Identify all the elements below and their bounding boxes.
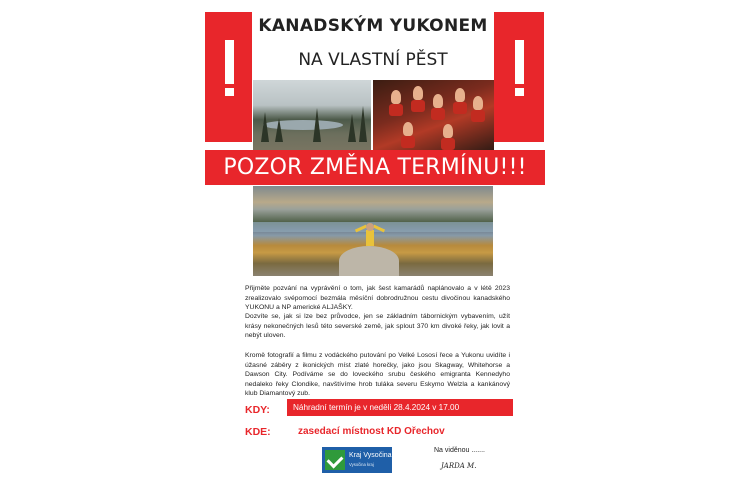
yukon-hiker-photo — [253, 186, 493, 276]
when-label: KDY: — [245, 404, 270, 416]
kraj-vysocina-logo — [322, 447, 392, 473]
poster-title: KANADSKÝM YUKONEM — [258, 16, 488, 36]
when-value: Náhradní termín je v neděli 28.4.2024 v 17.00 — [287, 399, 513, 416]
intro-paragraph: Přijměte pozvání na vyprávění o tom, jak šest kamarádů naplánovalo a v létě 2023 zrealizovalo svépomocí bezmála měsíční dobrodružnou cestu divočinou kanadského YUKONU a NP americké ALJAŠKY. — [245, 285, 510, 312]
exclamation-icon — [218, 40, 240, 96]
date-change-banner: POZOR ZMĚNA TERMÍNU!!! — [205, 150, 545, 185]
signature: JARDA M. — [441, 462, 477, 470]
landscape-photo — [253, 80, 371, 152]
exclamation-icon — [508, 40, 530, 96]
logo-subtext: Vysočina kraj — [349, 462, 374, 467]
right-exclamation-panel — [494, 12, 544, 142]
left-exclamation-panel — [205, 12, 252, 142]
poster-subtitle: NA VLASTNÍ PĚST — [298, 50, 448, 70]
details-paragraph: Dozvíte se, jak si lze bez průvodce, jen se základním tábornickým vybavením, užít krásy nekonečných lesů této severské země, jak splout 370 km divoké řeky, jak lovit a nebýt uloven. — [245, 313, 510, 340]
where-label: KDE: — [245, 426, 271, 438]
program-paragraph: Kromě fotografií a filmu z vodáckého putování po Velké Lososí řece a Yukonu uvidíte i úžasné záběry z ikonických míst zlaté horečky, jako jsou Skagway, Whitehorse a Dawson City. Podíváme se do loveckého srubu českého emigranta Kennedyho nedaleko řeky Clondike, navštívíme hrob tuláka severu Eskymo Welzla a kankánový klub Diamantový zub. — [245, 352, 510, 398]
logo-name: Kraj Vysočina — [349, 452, 392, 459]
closing-text: Na viděnou ....... — [434, 447, 485, 454]
where-value: zasedací místnost KD Ořechov — [298, 426, 445, 437]
checkmark-heart-icon — [325, 450, 345, 470]
group-photo — [373, 80, 494, 152]
